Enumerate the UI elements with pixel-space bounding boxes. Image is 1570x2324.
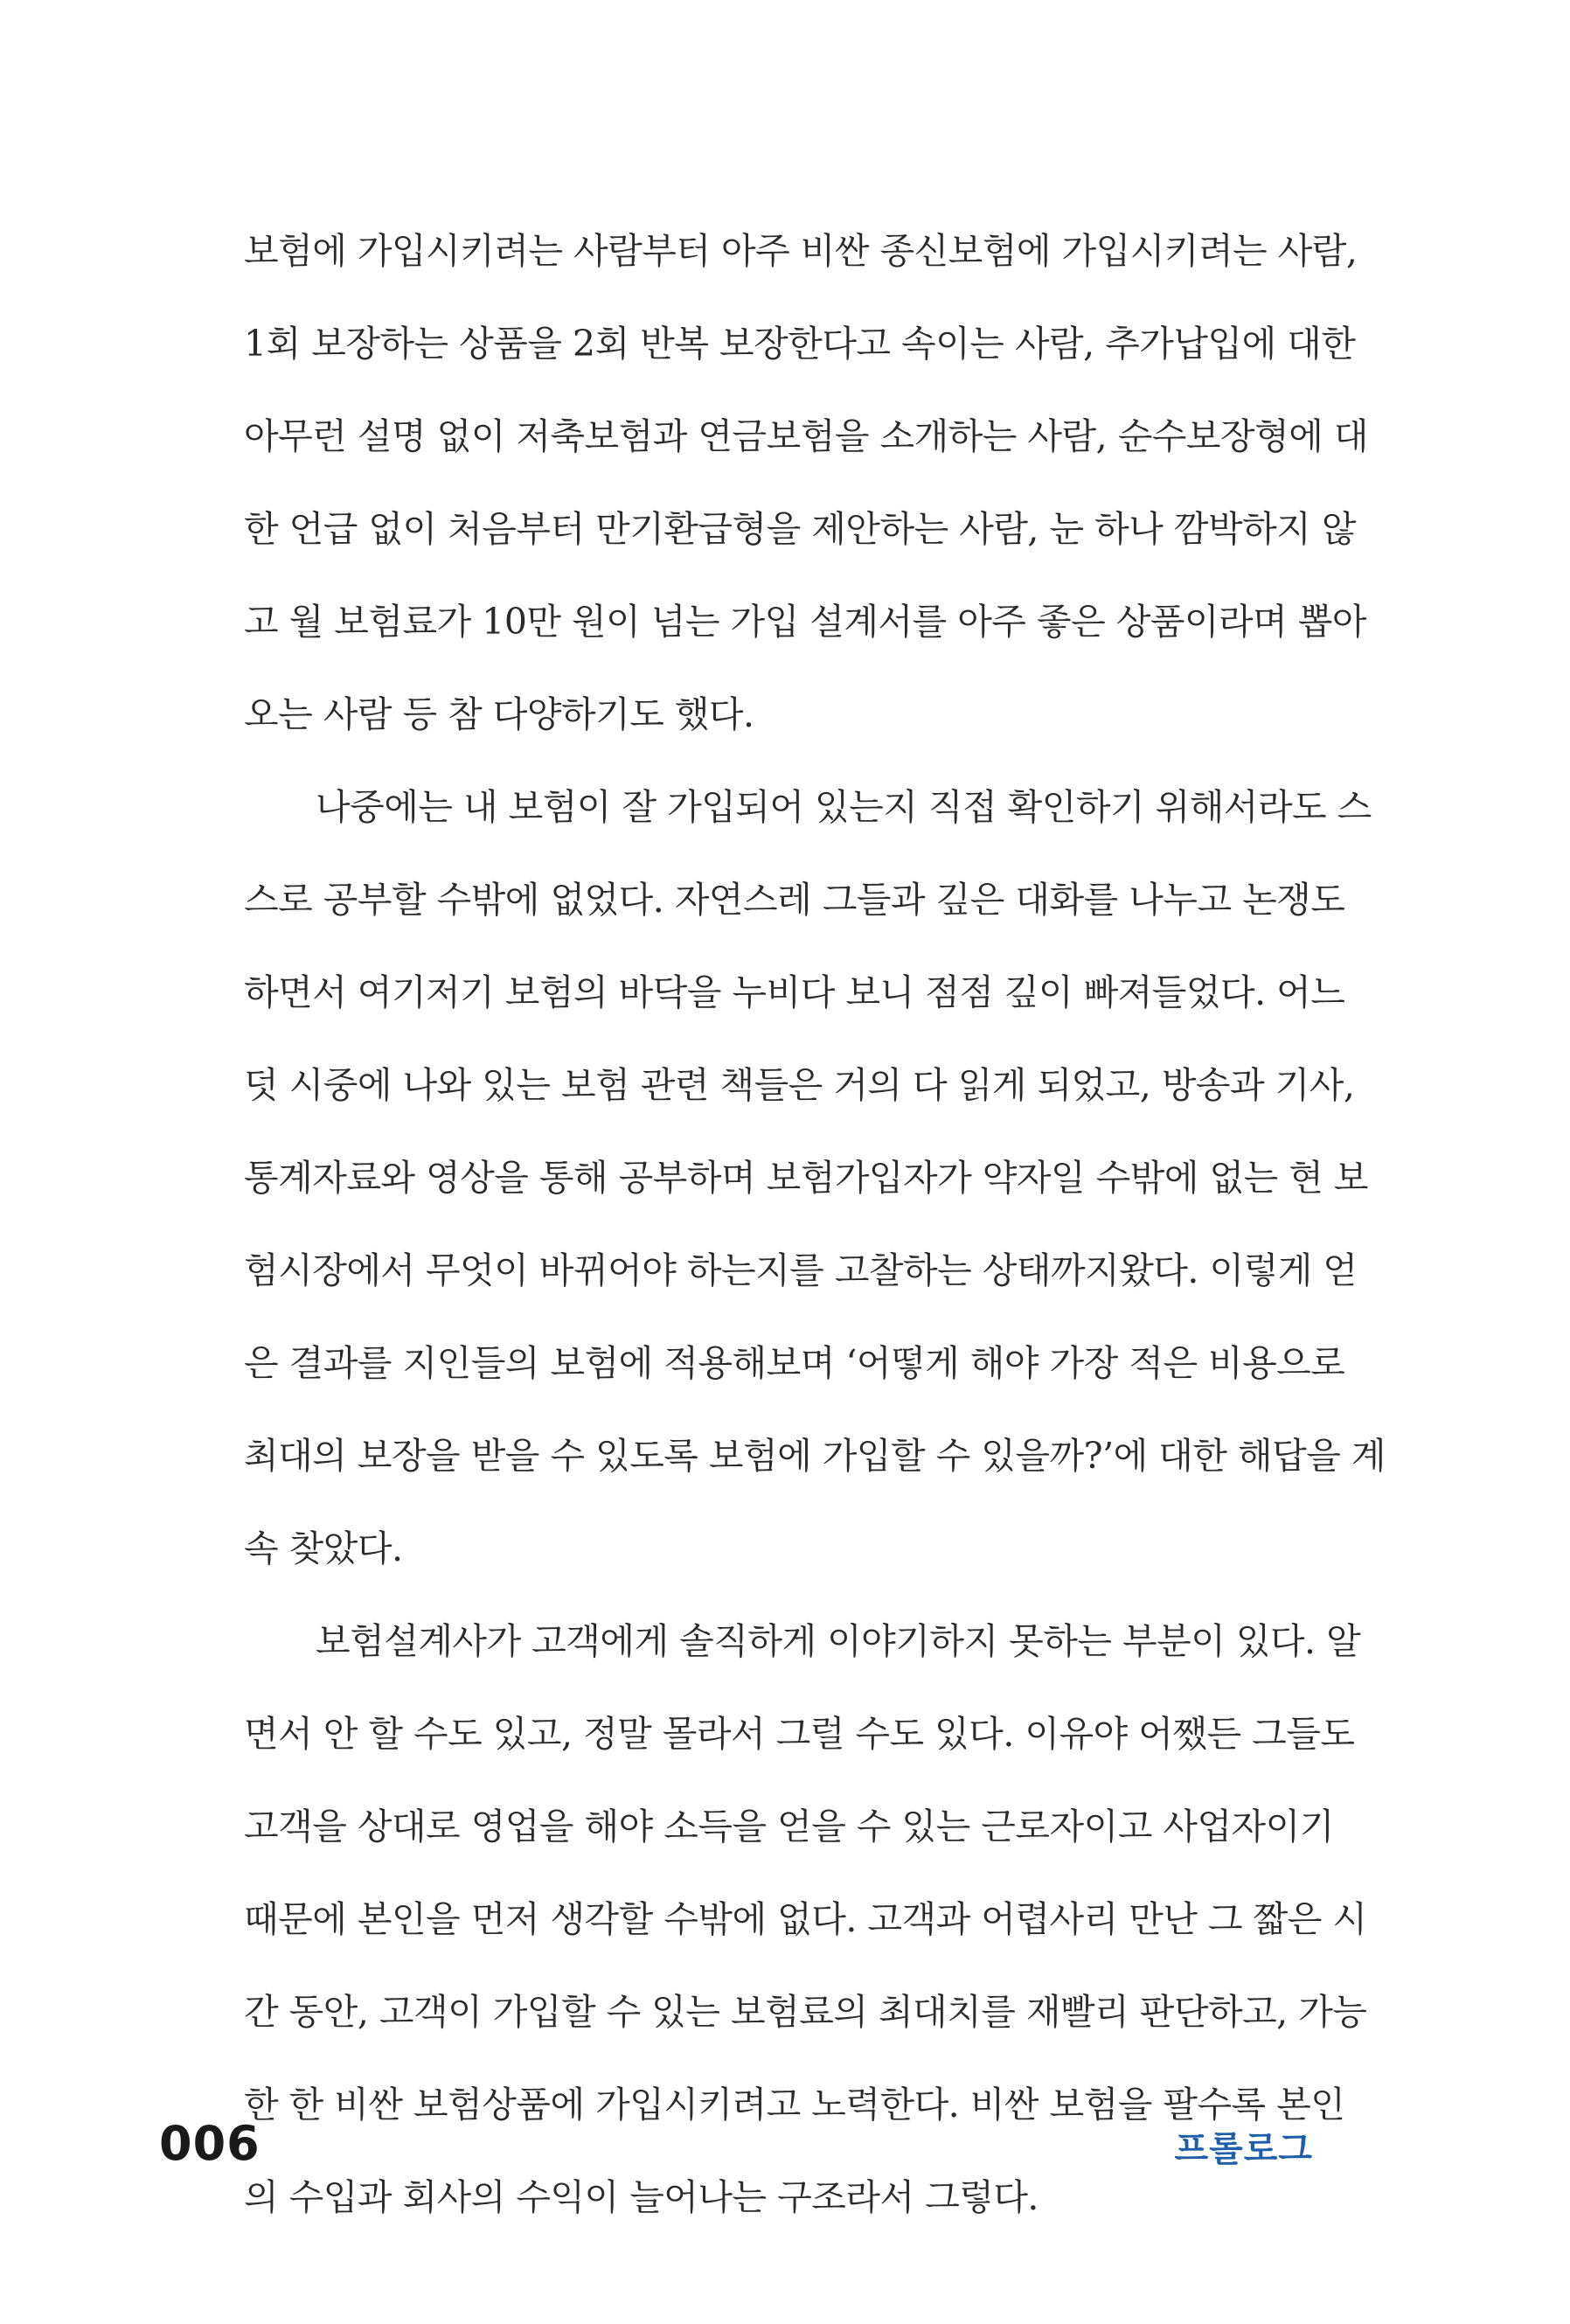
body-text xyxy=(244,217,1386,2256)
text-line: 험시장에서 무엇이 바뀌어야 하는지를 고찰하는 상태까지왔다. 이렇게 얻 xyxy=(244,1249,1358,1291)
page-number: 006 xyxy=(159,2116,261,2171)
text-line: 한 한 비싼 보험상품에 가입시키려고 노력한다. 비싼 보험을 팔수록 본인 xyxy=(244,2084,1345,2126)
text-line: 간 동안, 고객이 가입할 수 있는 보험료의 최대치를 재빨리 판단하고, 가능 xyxy=(244,1991,1367,2033)
text-line: 의 수입과 회사의 수익이 늘어나는 구조라서 그렇다. xyxy=(244,2176,1039,2218)
text-line: 보험설계사가 고객에게 솔직하게 이야기하지 못하는 부분이 있다. 알 xyxy=(316,1620,1361,1662)
text-line: 나중에는 내 보험이 잘 가입되어 있는지 직접 확인하기 위해서라도 스 xyxy=(316,786,1372,828)
text-line: 면서 안 할 수도 있고, 정말 몰라서 그럴 수도 있다. 이유야 어쨌든 그들도 xyxy=(244,1713,1355,1755)
text-line: 때문에 본인을 먼저 생각할 수밖에 없다. 고객과 어렵사리 만난 그 짧은 시 xyxy=(244,1898,1367,1940)
text-line: 1회 보장하는 상품을 2회 반복 보장한다고 속이는 사람, 추가납입에 대한 xyxy=(244,323,1356,365)
text-line: 오는 사람 등 참 다양하기도 했다. xyxy=(244,693,754,735)
text-line: 스로 공부할 수밖에 없었다. 자연스레 그들과 깊은 대화를 나누고 논쟁도 xyxy=(244,879,1345,921)
text-line: 덧 시중에 나와 있는 보험 관련 책들은 거의 다 읽게 되었고, 방송과 기사, xyxy=(244,1064,1355,1106)
text-line: 은 결과를 지인들의 보험에 적용해보며 ‘어떻게 해야 가장 적은 비용으로 xyxy=(244,1342,1345,1384)
text-line: 속 찾았다. xyxy=(244,1527,403,1569)
text-line: 고객을 상대로 영업을 해야 소득을 얻을 수 있는 근로자이고 사업자이기 xyxy=(244,1806,1334,1847)
text-line: 보험에 가입시키려는 사람부터 아주 비싼 종신보험에 가입시키려는 사람, xyxy=(244,230,1358,272)
text-line: 고 월 보험료가 10만 원이 넘는 가입 설계서를 아주 좋은 상품이라며 뽑아 xyxy=(244,601,1366,643)
text-line: 한 언급 없이 처음부터 만기환급형을 제안하는 사람, 눈 하나 깜박하지 않 xyxy=(244,508,1356,550)
text-line: 아무런 설명 없이 저축보험과 연금보험을 소개하는 사람, 순수보장형에 대 xyxy=(244,415,1368,457)
text-line: 하면서 여기저기 보험의 바닥을 누비다 보니 점점 깊이 빠져들었다. 어느 xyxy=(244,971,1345,1013)
text-line: 통계자료와 영상을 통해 공부하며 보험가입자가 약자일 수밖에 없는 현 보 xyxy=(244,1157,1368,1199)
text-line: 최대의 보장을 받을 수 있도록 보험에 가입할 수 있을까?’에 대한 해답을 계 xyxy=(244,1435,1386,1477)
section-title: 프롤로그 xyxy=(1174,2129,1313,2169)
